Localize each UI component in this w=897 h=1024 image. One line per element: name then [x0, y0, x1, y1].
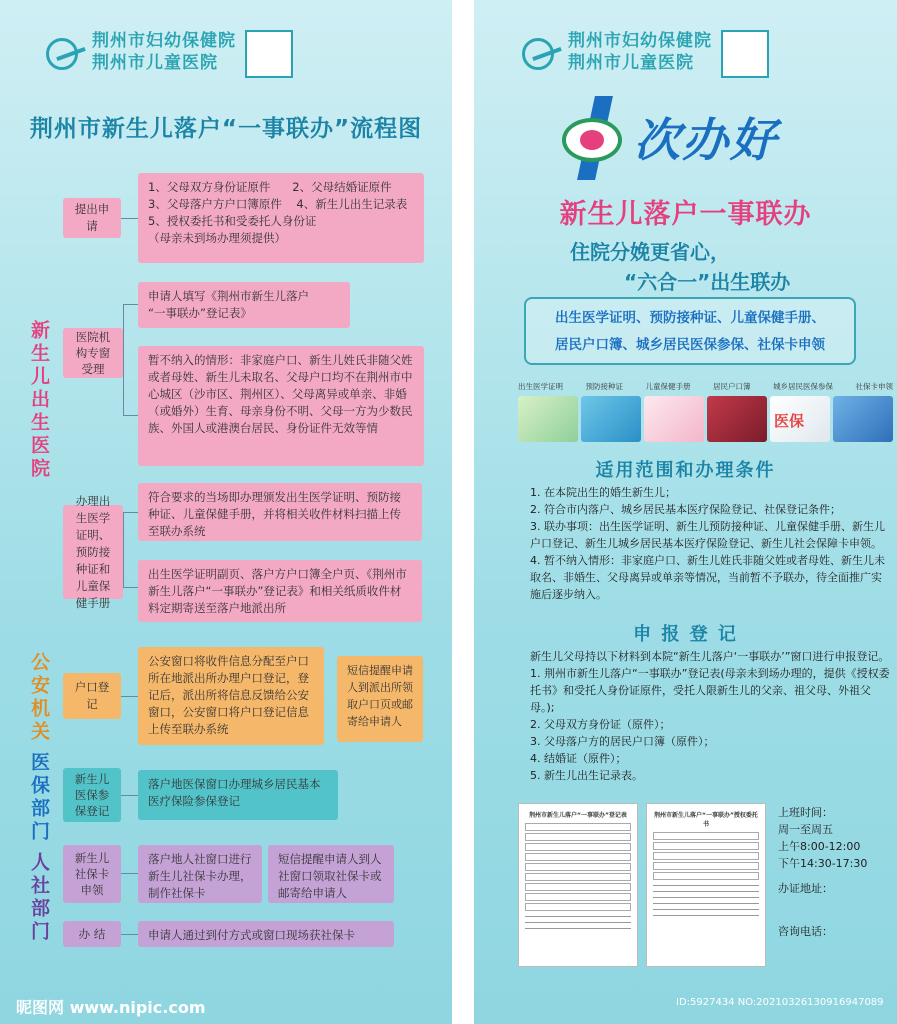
hospital-name-line2: 荆州市儿童医院 [568, 53, 694, 73]
card-label: 预防接种证 [585, 382, 623, 391]
office-info [778, 804, 867, 940]
register-item: 2. 父母双方身份证（原件）； [530, 718, 671, 731]
child-health-handbook-image [644, 396, 704, 442]
documents-line-2: 居民户口簿、城乡居民医保参保、社保卡申领 [555, 337, 825, 353]
hospital-logo-icon [42, 34, 86, 70]
apply-line-2: 3、父母落户方户口簿原件 4、新生儿出生记录表 [148, 197, 408, 211]
connector-line [121, 218, 138, 219]
scope-item: 4. 暂不纳入情形：非家庭户口、新生儿姓氏非随父姓或者母姓、新生儿未取名、非婚生、父母离异或单亲等情况，当前暂不予联办，待全面推广实施后逐步纳入。 [530, 554, 885, 601]
section-register-title: 申 报 登 记 [633, 624, 738, 645]
hospital-name [568, 30, 712, 74]
card-label: 出生医学证明 [518, 382, 563, 391]
medical-insurance-text: 医保 [774, 412, 805, 430]
registration-form-image [518, 803, 638, 967]
medical-insurance-image [770, 396, 830, 442]
documents-line-1: 出生医学证明、预防接种证、儿童保健手册、 [555, 310, 825, 326]
accept-form-line-2: “一事联办”登记表》 [148, 306, 252, 320]
once-done-text: 次办好 [634, 113, 778, 167]
step-hukou-box1: 公安窗口将收件信息分配至户口所在地派出所办理户口登记，登记后，派出所将信息反馈给公安窗口，公安窗口将户口登记信息上传至联办系统 [138, 647, 324, 745]
side-label-social: 人社部门 [28, 852, 50, 944]
step-accept-excluded-box: 暂不纳入的情形：非家庭户口、新生儿姓氏非随父姓或者母姓、新生儿未取名、父母户口均不在荆州市中心城区（沙市区、荆州区）、父母离异或单亲、非婚（或婚外）生育、母亲身份不明、父母一方为少数民族、外国人或港澳台居民、身份证件无效等情 [138, 346, 424, 466]
register-intro: 新生儿父母持以下材料到本院“新生儿落户‘一事联办’”窗口进行申报登记。 [530, 650, 890, 663]
connector-bracket [123, 512, 138, 588]
qr-code-placeholder [245, 30, 293, 78]
hours-afternoon: 下午14:30-17:30 [778, 857, 868, 870]
birth-certificate-image [518, 396, 578, 442]
section-scope-title: 适用范围和办理条件 [595, 460, 776, 481]
card-label: 居民户口簿 [713, 382, 751, 391]
subtitle-main: 新生儿落户一事联办 [559, 199, 812, 230]
hospital-logo-icon [518, 34, 562, 70]
apply-line-4: （母亲未到场办理须提供） [148, 231, 286, 245]
subtitle-line3: “六合一”出生联办 [624, 270, 791, 294]
watermark-site: 昵图网 www.nipic.com [16, 998, 206, 1017]
watermark-id: ID:5927434 NO:20210326130916947089 [676, 997, 884, 1008]
scope-item: 1. 在本院出生的婚生新生儿； [530, 486, 676, 499]
step-finish-label: 办 结 [63, 921, 121, 947]
card-label: 社保卡申领 [855, 382, 893, 391]
document-images [518, 396, 893, 442]
hours-days: 周一至周五 [778, 823, 833, 836]
subtitle-line2: 住院分娩更省心， [570, 240, 730, 264]
side-label-medical: 医保部门 [28, 752, 50, 844]
right-poster [474, 0, 897, 1024]
scope-item: 3. 联办事项：出生医学证明、新生儿预防接种证、儿童保健手册、新生儿户口登记、新生儿城乡居民基本医疗保险登记、新生儿社会保障卡申领。 [530, 520, 885, 550]
step-process-box1: 符合要求的当场即办理颁发出生医学证明、预防接种证、儿童保健手册，并将相关收件材料扫描上传至联办系统 [138, 483, 422, 541]
authorization-form-title: 荆州市新生儿落户“一事联办”授权委托书 [654, 812, 758, 828]
household-register-image [707, 396, 767, 442]
hospital-name [92, 30, 236, 74]
hours-morning: 上午8:00-12:00 [778, 840, 861, 853]
step-finish-box1: 申请人通过到付方式或窗口现场获社保卡 [138, 921, 394, 947]
accept-form-line-1: 申请人填写《荆州市新生儿落户 [148, 289, 309, 303]
phone-label: 咨询电话： [778, 925, 833, 938]
step-social-label: 新生儿社保卡申领 [63, 845, 121, 903]
step-apply-details [138, 173, 424, 263]
section-register-content [530, 648, 890, 784]
hospital-name-line1: 荆州市妇幼保健院 [568, 31, 712, 51]
register-item: 5. 新生儿出生记录表。 [530, 769, 643, 782]
connector-bracket [123, 304, 138, 416]
card-label: 儿童保健手册 [645, 382, 691, 391]
hospital-logo [42, 30, 236, 74]
step-hukou-box2: 短信提醒申请人到派出所领取户口页或邮寄给申请人 [337, 656, 423, 742]
step-apply-label: 提出申请 [63, 198, 121, 238]
step-social-box2: 短信提醒申请人到人社窗口领取社保卡或邮寄给申请人 [268, 845, 394, 903]
documents-box [524, 297, 856, 365]
connector-line [121, 696, 138, 697]
step-process-label: 办理出生医学证明、预防接种证和儿童保健手册 [63, 505, 123, 599]
step-accept-label: 医院机构专窗受理 [63, 328, 123, 378]
apply-line-1: 1、父母双方身份证原件 2、父母结婚证原件 [148, 180, 392, 194]
hospital-name-line1: 荆州市妇幼保健院 [92, 31, 236, 51]
qr-code-placeholder [721, 30, 769, 78]
step-process-box2: 出生医学证明副页、落户方户口簿全户页、《荆州市新生儿落户“一事联办”登记表》和相关纸质收件材料定期寄送至落户地派出所 [138, 560, 422, 622]
register-item: 3. 父母落户方的居民户口簿（原件）； [530, 735, 715, 748]
step-medical-box1: 落户地医保窗口办理城乡居民基本医疗保险参保登记 [138, 770, 338, 820]
hospital-name-line2: 荆州市儿童医院 [92, 53, 218, 73]
registration-form-title: 荆州市新生儿落户“一事联办”登记表 [529, 812, 627, 819]
step-accept-form-box [138, 282, 350, 328]
flowchart-title: 荆州市新生儿落户“一事联办”流程图 [29, 116, 423, 142]
side-label-hospital: 新生儿出生医院 [28, 320, 50, 481]
address-label: 办证地址： [778, 882, 833, 895]
register-item: 4. 结婚证（原件）； [530, 752, 627, 765]
card-label: 城乡居民医保参保 [773, 382, 833, 391]
step-social-box1: 落户地人社窗口进行新生儿社保卡办理，制作社保卡 [138, 845, 262, 903]
step-hukou-label: 户口登记 [63, 673, 121, 719]
side-label-police: 公安机关 [28, 652, 50, 744]
emblem-icon [562, 118, 622, 162]
step-medical-label: 新生儿医保参保登记 [63, 768, 121, 822]
hours-label: 上班时间： [778, 806, 833, 819]
card-labels [518, 381, 893, 392]
apply-line-3: 5、授权委托书和受委托人身份证 [148, 214, 317, 228]
connector-line [121, 873, 138, 874]
vaccination-card-image [581, 396, 641, 442]
section-scope-content [530, 484, 890, 603]
social-security-card-image [833, 396, 893, 442]
connector-line [121, 934, 138, 935]
authorization-form-image [646, 803, 766, 967]
scope-item: 2. 符合市内落户、城乡居民基本医疗保险登记、社保登记条件； [530, 503, 841, 516]
hospital-logo [518, 30, 712, 74]
connector-line [121, 795, 138, 796]
register-item: 1. 荆州市新生儿落户“一事联办”登记表(母亲未到场办理的，提供《授权委托书》和受托人身份证原件，受托人限新生儿的父亲、祖父母、外祖父母。); [530, 667, 890, 714]
